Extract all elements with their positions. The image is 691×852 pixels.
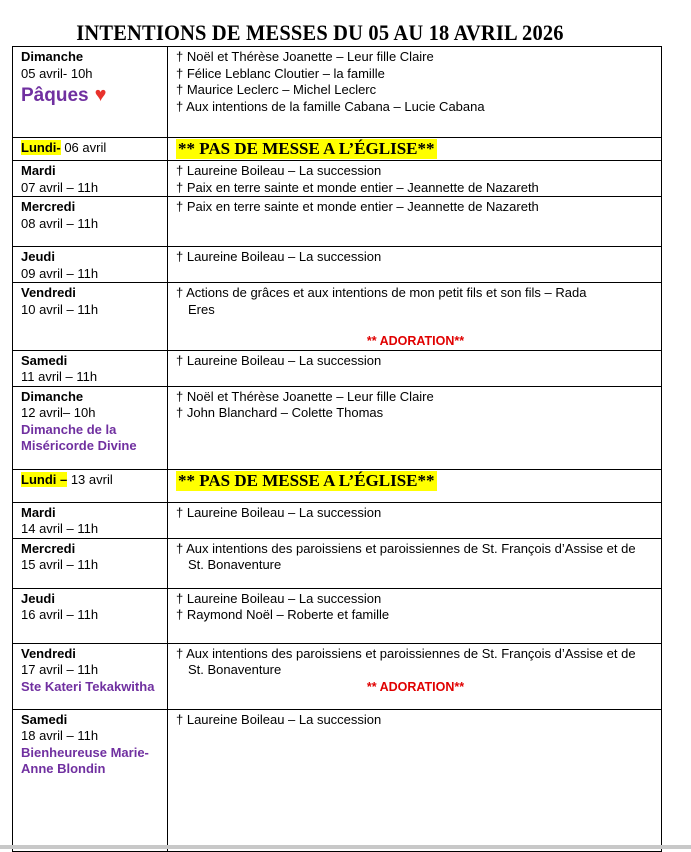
intention: † Laureine Boileau – La succession bbox=[176, 163, 382, 178]
date-time: 14 avril – 11h bbox=[21, 521, 99, 536]
intention: † Aux intentions des paroissiens et paroissiennes de St. François d’Assise et de St. Bonaventure bbox=[176, 645, 636, 677]
table-row bbox=[13, 247, 662, 283]
intentions-cell bbox=[168, 588, 662, 643]
day-name: Samedi bbox=[21, 352, 68, 368]
day-cell bbox=[13, 588, 168, 643]
day-name: Vendredi bbox=[21, 285, 76, 300]
no-mass-notice: ** PAS DE MESSE A L’ÉGLISE** bbox=[178, 139, 435, 158]
adoration-notice: ** ADORATION** bbox=[366, 679, 465, 694]
day-name: Mercredi bbox=[21, 540, 76, 556]
intention: † Paix en terre sainte et monde entier – Jeannette de Nazareth bbox=[176, 199, 539, 214]
intention: † Actions de grâces et aux intentions de mon petit fils et son fils – Rada Eres bbox=[176, 285, 587, 317]
day-cell bbox=[13, 197, 168, 247]
table-row bbox=[13, 197, 662, 247]
table-row bbox=[13, 47, 662, 138]
table-row bbox=[13, 350, 662, 386]
intentions-cell bbox=[168, 469, 662, 502]
day-cell bbox=[13, 469, 168, 502]
mass-intentions-table bbox=[12, 46, 662, 852]
intentions-cell bbox=[168, 386, 662, 469]
feast-name: Ste Kateri Tekakwitha bbox=[21, 678, 155, 694]
date-time: 13 avril bbox=[67, 471, 113, 487]
intention: † Paix en terre sainte et monde entier – Jeannette de Nazareth bbox=[176, 179, 539, 195]
intention: † Noël et Thérèse Joanette – Leur fille Claire bbox=[176, 388, 434, 404]
page-bottom-edge bbox=[0, 845, 691, 849]
day-cell bbox=[13, 386, 168, 469]
intentions-cell bbox=[168, 138, 662, 161]
date-time: 18 avril – 11h bbox=[21, 728, 99, 743]
date-time: 08 avril – 11h bbox=[21, 215, 99, 231]
feast-name: Pâques bbox=[21, 85, 89, 106]
date-time: 16 avril – 11h bbox=[21, 607, 99, 622]
table-row bbox=[13, 643, 662, 709]
table-row bbox=[13, 538, 662, 588]
page-title: INTENTIONS DE MESSES DU 05 AU 18 AVRIL 2026 bbox=[76, 20, 564, 45]
day-cell bbox=[13, 161, 168, 197]
intention: † Aux intentions de la famille Cabana – Lucie Cabana bbox=[176, 98, 485, 114]
day-name: Samedi bbox=[21, 711, 68, 727]
day-name: Lundi- bbox=[21, 140, 61, 155]
date-time: 06 avril bbox=[60, 140, 107, 155]
intention: † Félice Leblanc Cloutier – la famille bbox=[176, 65, 385, 81]
table-row bbox=[13, 469, 662, 502]
day-name: Mercredi bbox=[21, 199, 76, 214]
intentions-cell bbox=[168, 709, 662, 851]
date-time: 10 avril – 11h bbox=[21, 301, 99, 317]
day-cell bbox=[13, 283, 168, 351]
table-row bbox=[13, 283, 662, 351]
intention: † Maurice Leclerc – Michel Leclerc bbox=[176, 82, 377, 97]
day-name: Jeudi bbox=[21, 590, 55, 606]
intentions-cell bbox=[168, 538, 662, 588]
date-time: 15 avril – 11h bbox=[21, 557, 99, 572]
day-name: Mardi bbox=[21, 163, 56, 178]
intention: † John Blanchard – Colette Thomas bbox=[176, 405, 384, 420]
day-cell bbox=[13, 247, 168, 283]
intentions-cell bbox=[168, 350, 662, 386]
table-row bbox=[13, 138, 662, 161]
intentions-cell bbox=[168, 47, 662, 138]
day-name: Lundi – bbox=[21, 471, 68, 487]
date-time: 07 avril – 11h bbox=[21, 179, 99, 195]
intentions-cell bbox=[168, 247, 662, 283]
day-cell bbox=[13, 538, 168, 588]
day-cell bbox=[13, 350, 168, 386]
day-cell bbox=[13, 709, 168, 851]
intention: † Laureine Boileau – La succession bbox=[176, 352, 382, 368]
intentions-cell bbox=[168, 283, 662, 351]
heart-icon: ♥ bbox=[94, 84, 107, 106]
intention: † Laureine Boileau – La succession bbox=[176, 711, 382, 727]
date-time: 11 avril – 11h bbox=[21, 369, 98, 384]
day-cell bbox=[13, 643, 168, 709]
date-time: 17 avril – 11h bbox=[21, 662, 99, 677]
table-row bbox=[13, 386, 662, 469]
day-name: Dimanche bbox=[21, 49, 84, 64]
day-cell bbox=[13, 138, 168, 161]
day-name: Dimanche bbox=[21, 388, 84, 404]
table-row bbox=[13, 161, 662, 197]
intention: † Laureine Boileau – La succession bbox=[176, 504, 382, 520]
intention: † Laureine Boileau – La succession bbox=[176, 590, 382, 606]
feast-name: Bienheureuse Marie-Anne Blondin bbox=[21, 744, 149, 776]
table-row bbox=[13, 709, 662, 851]
day-name: Jeudi bbox=[21, 249, 55, 264]
intentions-cell bbox=[168, 643, 662, 709]
intentions-cell bbox=[168, 197, 662, 247]
intention: † Noël et Thérèse Joanette – Leur fille Claire bbox=[176, 49, 434, 64]
day-cell bbox=[13, 502, 168, 538]
date-time: 09 avril – 11h bbox=[21, 265, 99, 281]
feast-name: Dimanche de la Miséricorde Divine bbox=[21, 421, 137, 453]
adoration-notice: ** ADORATION** bbox=[366, 334, 465, 348]
table-row bbox=[13, 502, 662, 538]
day-name: Vendredi bbox=[21, 645, 76, 661]
day-name: Mardi bbox=[21, 504, 56, 520]
intention: † Raymond Noël – Roberte et famille bbox=[176, 607, 390, 622]
table-row bbox=[13, 588, 662, 643]
intention: † Laureine Boileau – La succession bbox=[176, 249, 382, 264]
intentions-cell bbox=[168, 502, 662, 538]
date-time: 05 avril- 10h bbox=[21, 65, 93, 81]
day-cell bbox=[13, 47, 168, 138]
date-time: 12 avril– 10h bbox=[21, 405, 96, 420]
no-mass-notice: ** PAS DE MESSE A L’ÉGLISE** bbox=[178, 470, 435, 490]
intentions-cell bbox=[168, 161, 662, 197]
intention: † Aux intentions des paroissiens et paroissiennes de St. François d’Assise et de St. Bonaventure bbox=[176, 540, 636, 572]
